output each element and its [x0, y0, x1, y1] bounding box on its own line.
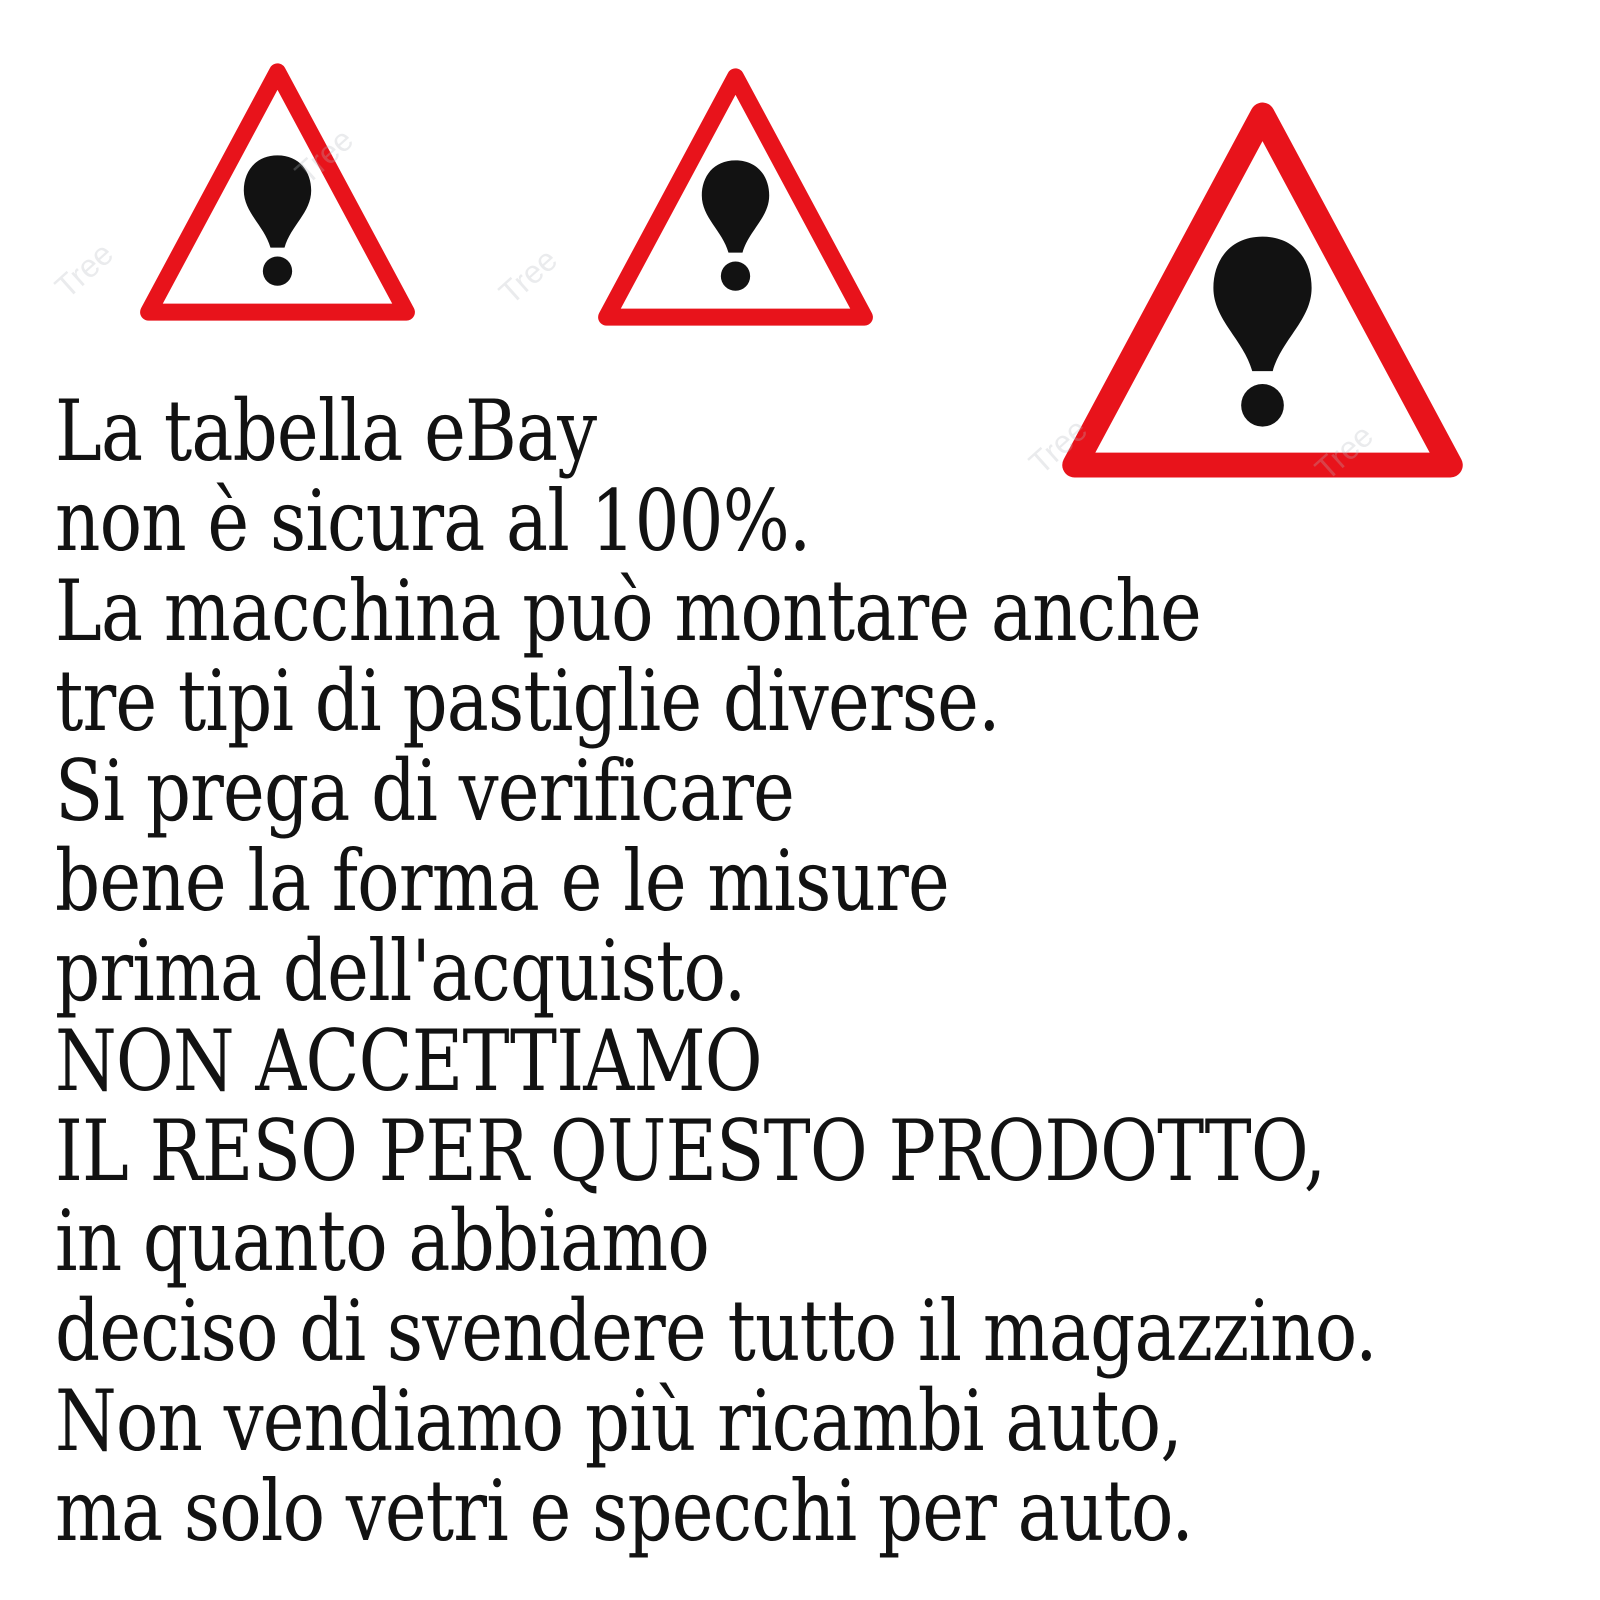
stock-watermark: Tree: [1021, 411, 1095, 482]
warning-triangle-icon: [131, 47, 424, 337]
notice-line: IL RESO PER QUESTO PRODOTTO,: [55, 1102, 1326, 1200]
warning-triangle-icon: [589, 52, 882, 342]
notice-line: in quanto abbiamo: [55, 1192, 709, 1290]
notice-line: ma solo vetri e specchi per auto.: [55, 1462, 1193, 1560]
notice-line: deciso di svendere tutto il magazzino.: [55, 1282, 1377, 1380]
notice-line: Si prega di verificare: [55, 742, 795, 840]
notice-line: prima dell'acquisto.: [55, 922, 746, 1020]
stock-watermark: Tree: [1307, 417, 1381, 488]
notice-text-block: [55, 382, 1567, 1560]
notice-line: non è sicura al 100%.: [55, 472, 811, 570]
notice-line: tre tipi di pastiglie diverse.: [55, 652, 1000, 750]
notice-line: bene la forma e le misure: [55, 832, 949, 930]
notice-line: Non vendiamo più ricambi auto,: [55, 1372, 1182, 1470]
notice-line: NON ACCETTIAMO: [55, 1012, 762, 1110]
stock-watermark: Tree: [47, 235, 121, 306]
notice-line: La macchina può montare anche: [55, 562, 1201, 660]
stock-watermark: Tree: [287, 121, 361, 192]
notice-line: La tabella eBay: [55, 382, 597, 480]
stock-watermark: Tree: [491, 241, 565, 312]
